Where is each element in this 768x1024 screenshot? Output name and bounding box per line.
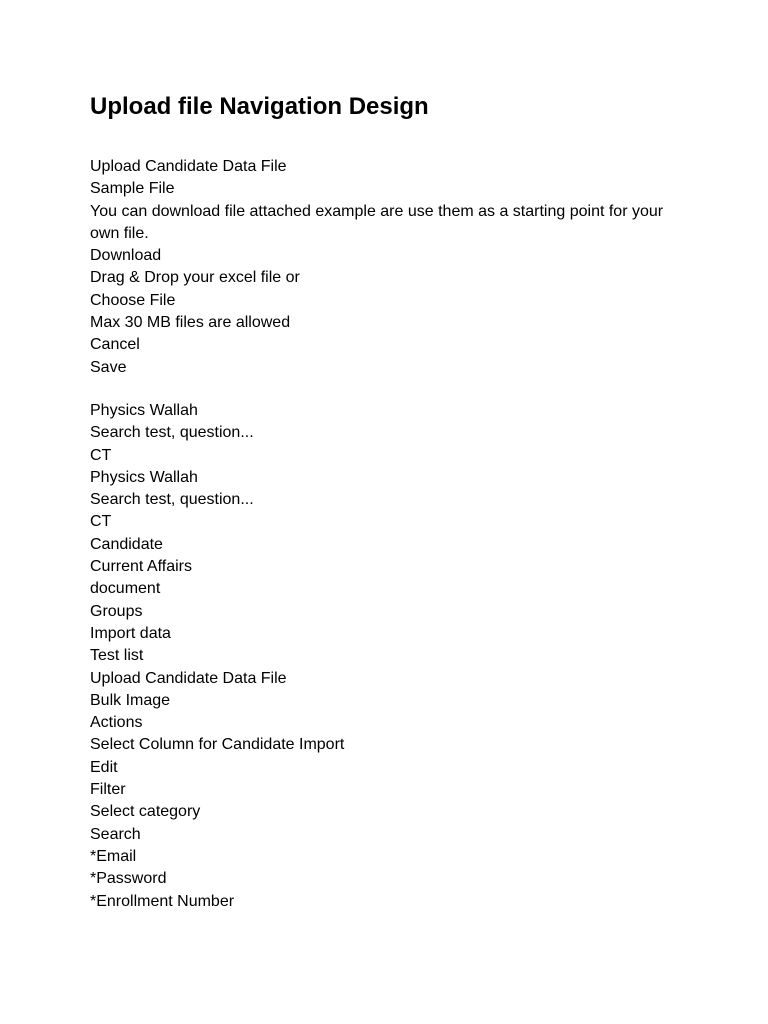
text-line: Physics Wallah <box>90 468 198 486</box>
text-line: You can download file attached example are use them as a starting point for your own file. <box>90 202 668 242</box>
text-line: Select category <box>90 803 201 821</box>
text-line: Search <box>90 825 141 843</box>
text-line: Sample File <box>90 180 175 198</box>
text-line: CT <box>90 446 112 464</box>
text-line: Groups <box>90 602 143 620</box>
text-line: Import data <box>90 624 171 642</box>
text-line: Select Column for Candidate Import <box>90 736 345 754</box>
document-title: Upload file Navigation Design <box>90 93 429 120</box>
text-line: Current Affairs <box>90 558 192 576</box>
text-line: CT <box>90 513 112 531</box>
text-line: Search test, question... <box>90 424 254 442</box>
text-line: Drag & Drop your excel file or <box>90 269 300 287</box>
text-line: *Enrollment Number <box>90 892 235 910</box>
text-line: Candidate <box>90 535 163 553</box>
text-line: Actions <box>90 714 143 732</box>
text-line: Edit <box>90 758 118 776</box>
text-line: *Email <box>90 847 137 865</box>
text-line: Filter <box>90 781 126 799</box>
text-line: Download <box>90 247 162 265</box>
text-line: *Password <box>90 870 167 888</box>
text-line: document <box>90 580 161 598</box>
text-line: Max 30 MB files are allowed <box>90 314 291 332</box>
text-line: Cancel <box>90 336 140 354</box>
text-line: Save <box>90 358 127 376</box>
text-line: Choose File <box>90 291 176 309</box>
text-line: Bulk Image <box>90 691 171 709</box>
text-line: Upload Candidate Data File <box>90 669 287 687</box>
text-line: Search test, question... <box>90 491 254 509</box>
text-line: Upload Candidate Data File <box>90 158 287 175</box>
section-navigation-text <box>90 400 690 913</box>
section-upload-dialog-text <box>90 156 690 379</box>
text-line: Test list <box>90 647 144 665</box>
text-line: Physics Wallah <box>90 402 198 419</box>
